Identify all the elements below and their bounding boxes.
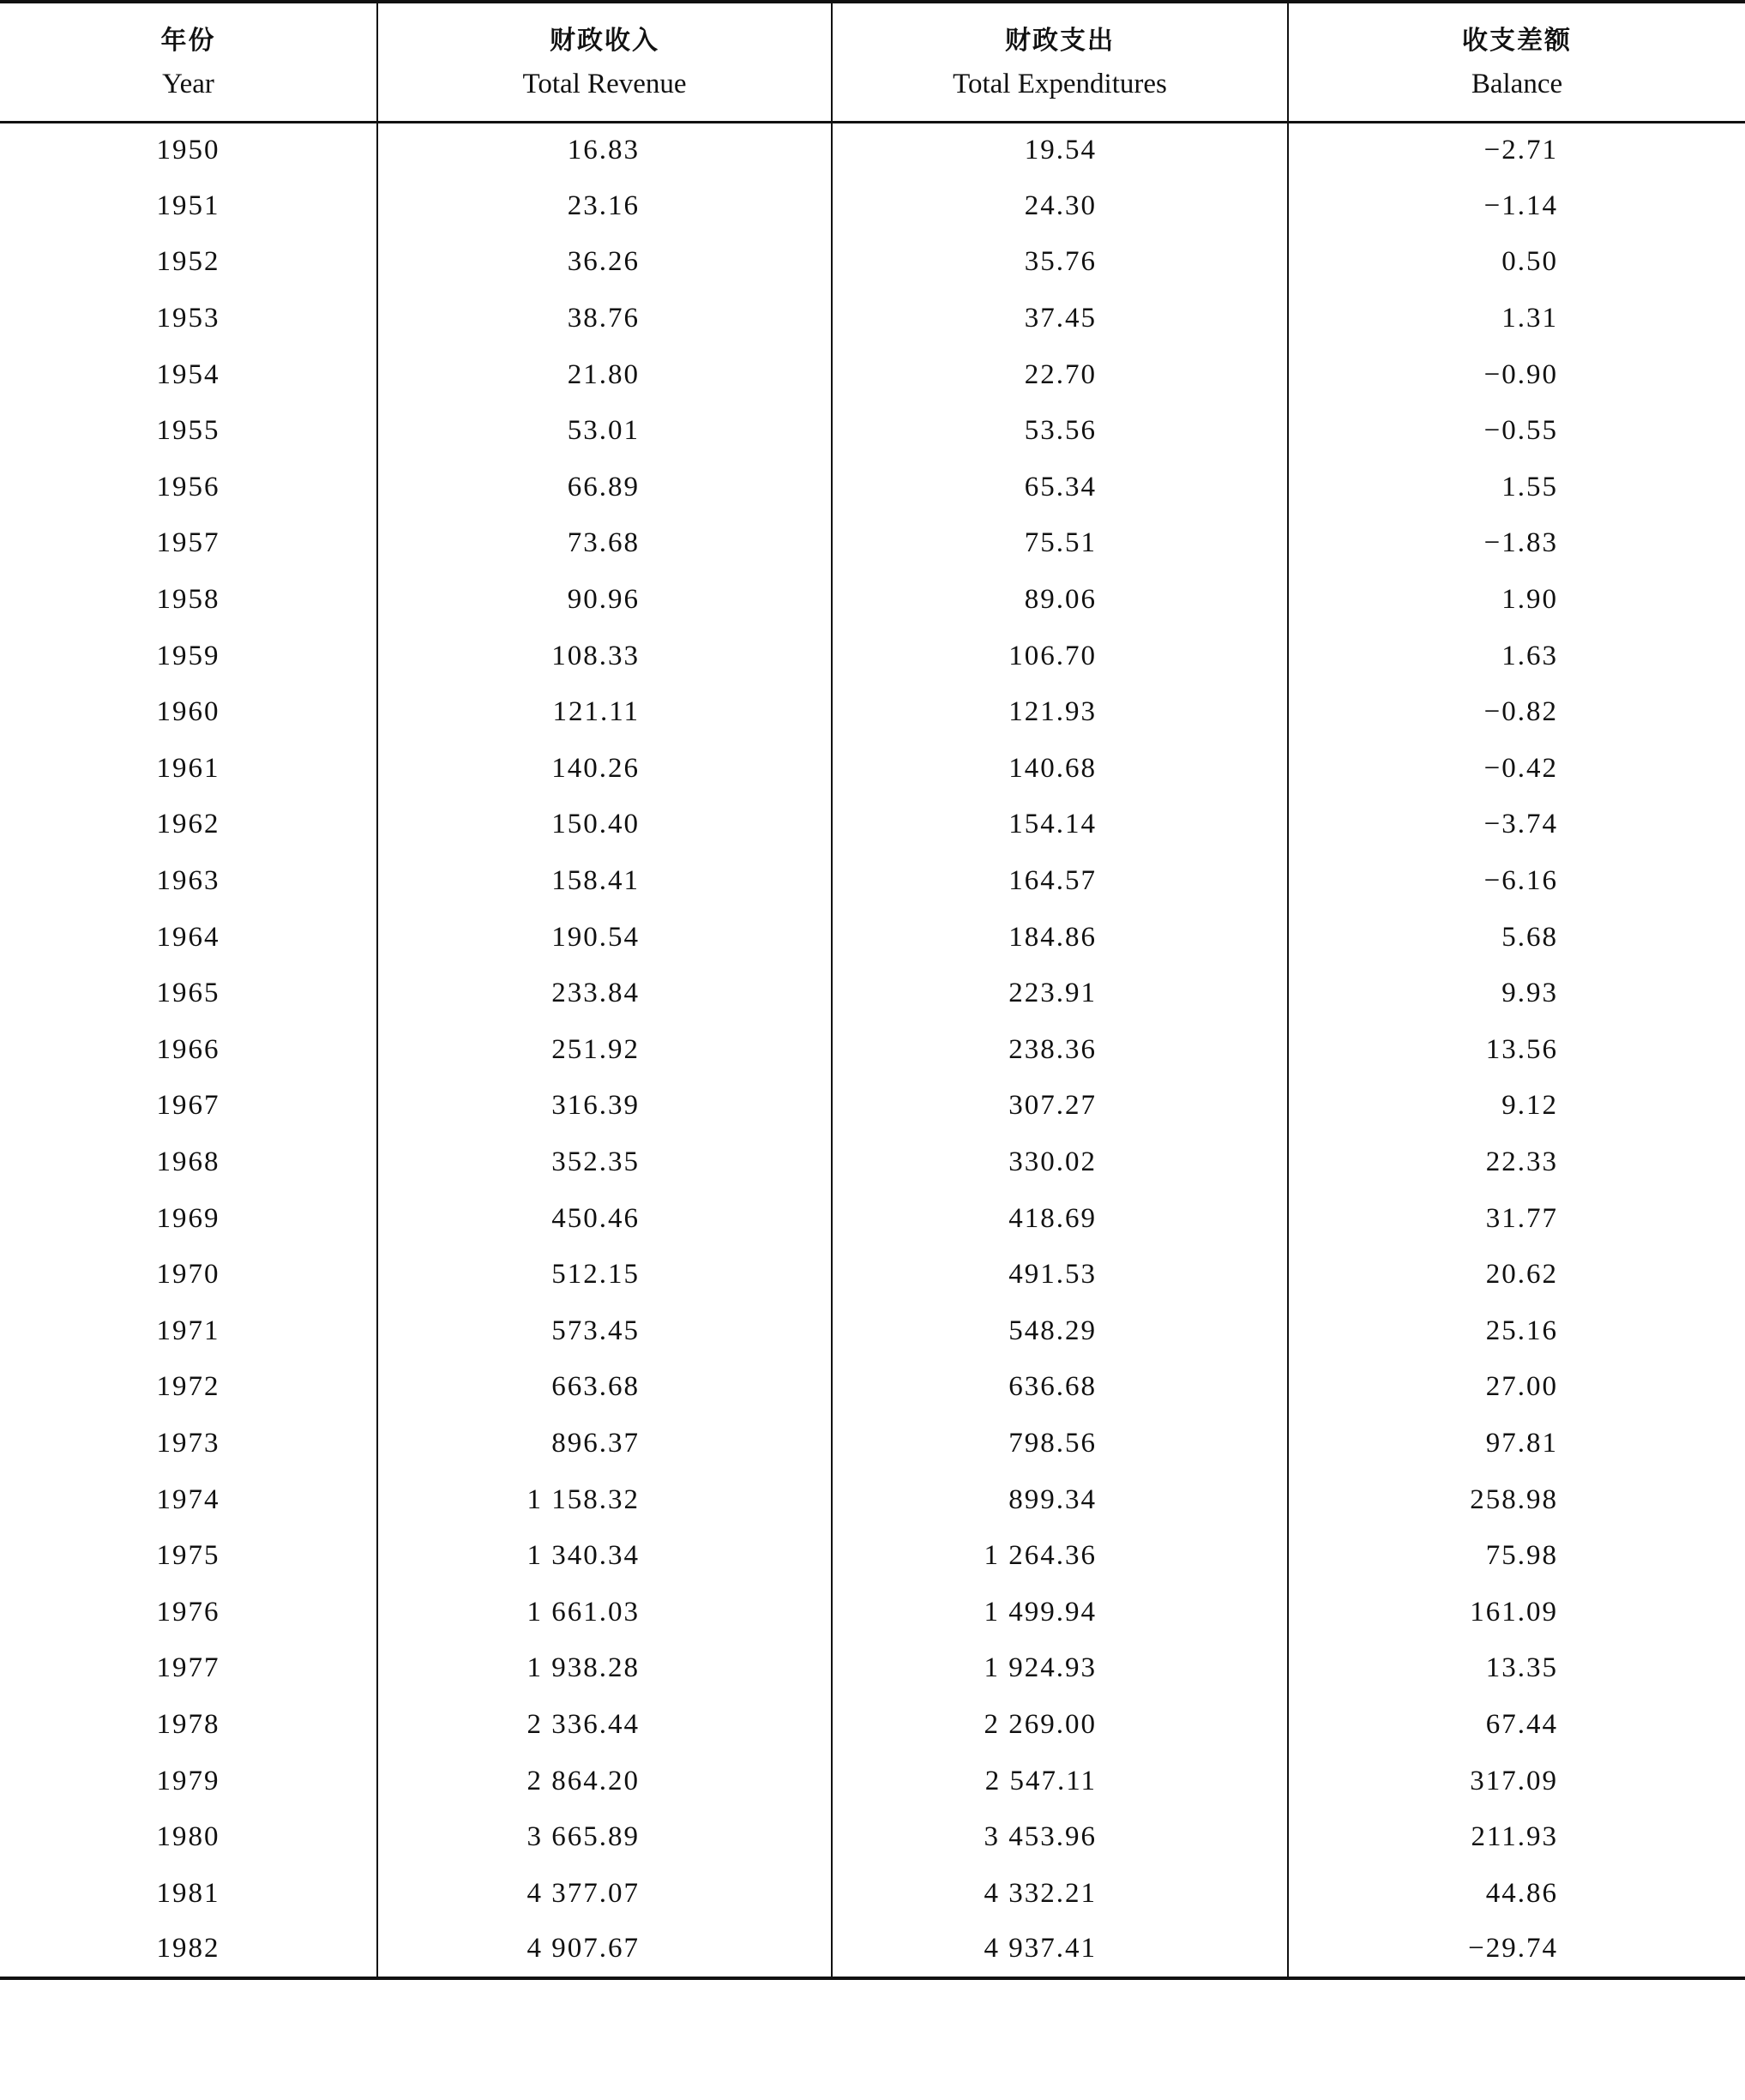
- header-row: [0, 2, 1745, 122]
- cell-revenue: 2 336.44: [377, 1697, 832, 1754]
- table-row: [0, 291, 1745, 347]
- cell-revenue: 3 665.89: [377, 1809, 832, 1866]
- cell-balance: 13.35: [1288, 1640, 1745, 1697]
- cell-expenditures: 636.68: [832, 1359, 1288, 1416]
- cell-revenue: 53.01: [377, 403, 832, 460]
- cell-year: 1962: [156, 809, 220, 840]
- table-row: [0, 1022, 1745, 1079]
- cell-expenditures: 418.69: [832, 1190, 1288, 1247]
- cell-balance: 22.33: [1288, 1134, 1745, 1191]
- cell-balance: −1.83: [1288, 515, 1745, 572]
- cell-balance: −0.90: [1288, 346, 1745, 403]
- header-year-zh: 年份: [160, 26, 216, 57]
- cell-expenditures: 37.45: [832, 291, 1288, 347]
- cell-year: 1971: [156, 1315, 220, 1346]
- cell-revenue: 316.39: [377, 1078, 832, 1134]
- header-expenditures-zh: 财政支出: [1005, 26, 1115, 57]
- cell-expenditures: 1 264.36: [832, 1528, 1288, 1585]
- cell-expenditures: 164.57: [832, 853, 1288, 910]
- cell-balance: 9.93: [1288, 966, 1745, 1022]
- table-row: [0, 1134, 1745, 1191]
- table-row: [0, 403, 1745, 460]
- cell-balance: 211.93: [1288, 1809, 1745, 1866]
- table-row: [0, 234, 1745, 291]
- cell-expenditures: 238.36: [832, 1022, 1288, 1079]
- table-row: [0, 572, 1745, 629]
- table-row: [0, 1753, 1745, 1809]
- cell-expenditures: 35.76: [832, 234, 1288, 291]
- cell-year: 1979: [156, 1765, 220, 1796]
- table-row: [0, 684, 1745, 741]
- cell-revenue: 90.96: [377, 572, 832, 629]
- table-row: [0, 966, 1745, 1022]
- cell-revenue: 1 661.03: [377, 1584, 832, 1640]
- cell-expenditures: 491.53: [832, 1247, 1288, 1303]
- cell-revenue: 21.80: [377, 346, 832, 403]
- cell-balance: 1.55: [1288, 460, 1745, 516]
- cell-year: 1978: [156, 1708, 220, 1740]
- cell-expenditures: 548.29: [832, 1303, 1288, 1359]
- cell-year: 1950: [156, 135, 220, 166]
- cell-year: 1980: [156, 1821, 220, 1853]
- cell-year: 1982: [0, 1922, 377, 1978]
- cell-expenditures: 89.06: [832, 572, 1288, 629]
- header-balance-zh: 收支差额: [1462, 26, 1572, 57]
- cell-expenditures: 24.30: [832, 178, 1288, 235]
- header-balance: [1288, 2, 1745, 122]
- cell-balance: 9.12: [1288, 1078, 1745, 1134]
- cell-revenue: 121.11: [377, 684, 832, 741]
- cell-year: 1969: [156, 1202, 220, 1234]
- cell-year: 1975: [156, 1540, 220, 1572]
- cell-balance: −0.55: [1288, 403, 1745, 460]
- cell-revenue: 38.76: [377, 291, 832, 347]
- table-row: [0, 1697, 1745, 1754]
- cell-balance: 1.63: [1288, 628, 1745, 684]
- cell-expenditures: 330.02: [832, 1134, 1288, 1191]
- cell-year: 1964: [156, 921, 220, 953]
- cell-year: 1977: [156, 1652, 220, 1684]
- table-row: [0, 178, 1745, 235]
- cell-year: 1957: [156, 527, 220, 559]
- cell-balance: 0.50: [1288, 234, 1745, 291]
- cell-year: 1965: [156, 978, 220, 1009]
- cell-revenue: 1 158.32: [377, 1471, 832, 1528]
- cell-balance: 1.90: [1288, 572, 1745, 629]
- table-row: [0, 1809, 1745, 1866]
- table-row: [0, 1922, 1745, 1978]
- cell-revenue: 190.54: [377, 909, 832, 966]
- cell-revenue: 36.26: [377, 234, 832, 291]
- table-row: [0, 853, 1745, 910]
- cell-revenue: 4 377.07: [377, 1865, 832, 1922]
- cell-year: 1958: [156, 584, 220, 616]
- cell-balance: −0.82: [1288, 684, 1745, 741]
- table-row: [0, 909, 1745, 966]
- cell-revenue: 4 907.67: [377, 1922, 832, 1978]
- cell-expenditures: 1 924.93: [832, 1640, 1288, 1697]
- cell-revenue: 233.84: [377, 966, 832, 1022]
- cell-balance: −0.42: [1288, 741, 1745, 797]
- table-row: [0, 1471, 1745, 1528]
- cell-revenue: 251.92: [377, 1022, 832, 1079]
- cell-balance: 1.31: [1288, 291, 1745, 347]
- cell-year: 1955: [156, 415, 220, 447]
- cell-year: 1963: [156, 865, 220, 897]
- cell-balance: 258.98: [1288, 1471, 1745, 1528]
- cell-year: 1954: [156, 358, 220, 390]
- table-body: [0, 122, 1745, 1978]
- cell-revenue: 896.37: [377, 1416, 832, 1472]
- header-revenue-en: Total Revenue: [522, 69, 687, 100]
- cell-expenditures: 4 937.41: [832, 1922, 1288, 1978]
- table-row: [0, 346, 1745, 403]
- cell-balance: 67.44: [1288, 1697, 1745, 1754]
- cell-year: 1956: [156, 471, 220, 502]
- cell-balance: 75.98: [1288, 1528, 1745, 1585]
- cell-balance: 31.77: [1288, 1190, 1745, 1247]
- table-row: [0, 1584, 1745, 1640]
- cell-balance: −2.71: [1288, 122, 1745, 178]
- table-row: [0, 1303, 1745, 1359]
- cell-revenue: 140.26: [377, 741, 832, 797]
- cell-balance: 161.09: [1288, 1584, 1745, 1640]
- cell-expenditures: 184.86: [832, 909, 1288, 966]
- cell-year: 1981: [156, 1877, 220, 1909]
- cell-balance: 317.09: [1288, 1753, 1745, 1809]
- cell-expenditures: 307.27: [832, 1078, 1288, 1134]
- table-row: [0, 1416, 1745, 1472]
- cell-expenditures: 19.54: [832, 122, 1288, 178]
- table-row: [0, 1247, 1745, 1303]
- cell-revenue: 1 340.34: [377, 1528, 832, 1585]
- cell-balance: 5.68: [1288, 909, 1745, 966]
- cell-expenditures: 2 269.00: [832, 1697, 1288, 1754]
- cell-year: 1966: [156, 1033, 220, 1065]
- cell-revenue: 663.68: [377, 1359, 832, 1416]
- table-row: [0, 515, 1745, 572]
- cell-balance: 13.56: [1288, 1022, 1745, 1079]
- cell-year: 1961: [156, 752, 220, 784]
- cell-revenue: 158.41: [377, 853, 832, 910]
- cell-balance: −1.14: [1288, 178, 1745, 235]
- table-row: [0, 628, 1745, 684]
- cell-revenue: 1 938.28: [377, 1640, 832, 1697]
- cell-balance: 27.00: [1288, 1359, 1745, 1416]
- cell-expenditures: 106.70: [832, 628, 1288, 684]
- table-header: [0, 2, 1745, 122]
- cell-expenditures: 798.56: [832, 1416, 1288, 1472]
- cell-revenue: 573.45: [377, 1303, 832, 1359]
- cell-expenditures: 223.91: [832, 966, 1288, 1022]
- header-balance-en: Balance: [1471, 69, 1563, 100]
- cell-revenue: 23.16: [377, 178, 832, 235]
- cell-expenditures: 140.68: [832, 741, 1288, 797]
- table-row: [0, 797, 1745, 853]
- cell-year: 1968: [156, 1146, 220, 1177]
- cell-year: 1951: [156, 190, 220, 221]
- cell-revenue: 450.46: [377, 1190, 832, 1247]
- table-row: [0, 1078, 1745, 1134]
- header-expenditures-en: Total Expenditures: [953, 69, 1167, 100]
- cell-year: 1959: [156, 640, 220, 671]
- cell-balance: 25.16: [1288, 1303, 1745, 1359]
- table-row: [0, 122, 1745, 178]
- cell-revenue: 108.33: [377, 628, 832, 684]
- cell-expenditures: 65.34: [832, 460, 1288, 516]
- cell-balance: 44.86: [1288, 1865, 1745, 1922]
- cell-revenue: 73.68: [377, 515, 832, 572]
- cell-year: 1973: [156, 1427, 220, 1459]
- cell-balance: −3.74: [1288, 797, 1745, 853]
- cell-year: 1972: [156, 1371, 220, 1403]
- cell-year: 1970: [156, 1259, 220, 1291]
- table-row: [0, 1359, 1745, 1416]
- header-revenue-zh: 财政收入: [550, 26, 659, 57]
- header-revenue: [377, 2, 832, 122]
- cell-expenditures: 154.14: [832, 797, 1288, 853]
- cell-revenue: 352.35: [377, 1134, 832, 1191]
- header-expenditures: [832, 2, 1288, 122]
- cell-balance: 20.62: [1288, 1247, 1745, 1303]
- cell-revenue: 150.40: [377, 797, 832, 853]
- table-row: [0, 460, 1745, 516]
- cell-year: 1960: [156, 696, 220, 728]
- table-row: [0, 1528, 1745, 1585]
- cell-expenditures: 1 499.94: [832, 1584, 1288, 1640]
- cell-expenditures: 53.56: [832, 403, 1288, 460]
- cell-year: 1952: [156, 246, 220, 278]
- cell-revenue: 2 864.20: [377, 1753, 832, 1809]
- cell-year: 1976: [156, 1596, 220, 1628]
- table-row: [0, 1865, 1745, 1922]
- table-row: [0, 1190, 1745, 1247]
- cell-balance: −29.74: [1288, 1922, 1745, 1978]
- header-year: [0, 2, 377, 122]
- cell-expenditures: 75.51: [832, 515, 1288, 572]
- cell-balance: 97.81: [1288, 1416, 1745, 1472]
- cell-expenditures: 2 547.11: [832, 1753, 1288, 1809]
- cell-year: 1953: [156, 303, 220, 334]
- cell-expenditures: 22.70: [832, 346, 1288, 403]
- cell-balance: −6.16: [1288, 853, 1745, 910]
- table-row: [0, 741, 1745, 797]
- table-row: [0, 1640, 1745, 1697]
- cell-year: 1967: [156, 1090, 220, 1122]
- cell-expenditures: 899.34: [832, 1471, 1288, 1528]
- cell-revenue: 66.89: [377, 460, 832, 516]
- cell-revenue: 512.15: [377, 1247, 832, 1303]
- cell-year: 1974: [156, 1483, 220, 1515]
- cell-expenditures: 4 332.21: [832, 1865, 1288, 1922]
- cell-expenditures: 3 453.96: [832, 1809, 1288, 1866]
- header-year-en: Year: [162, 69, 214, 100]
- cell-revenue: 16.83: [377, 122, 832, 178]
- cell-expenditures: 121.93: [832, 684, 1288, 741]
